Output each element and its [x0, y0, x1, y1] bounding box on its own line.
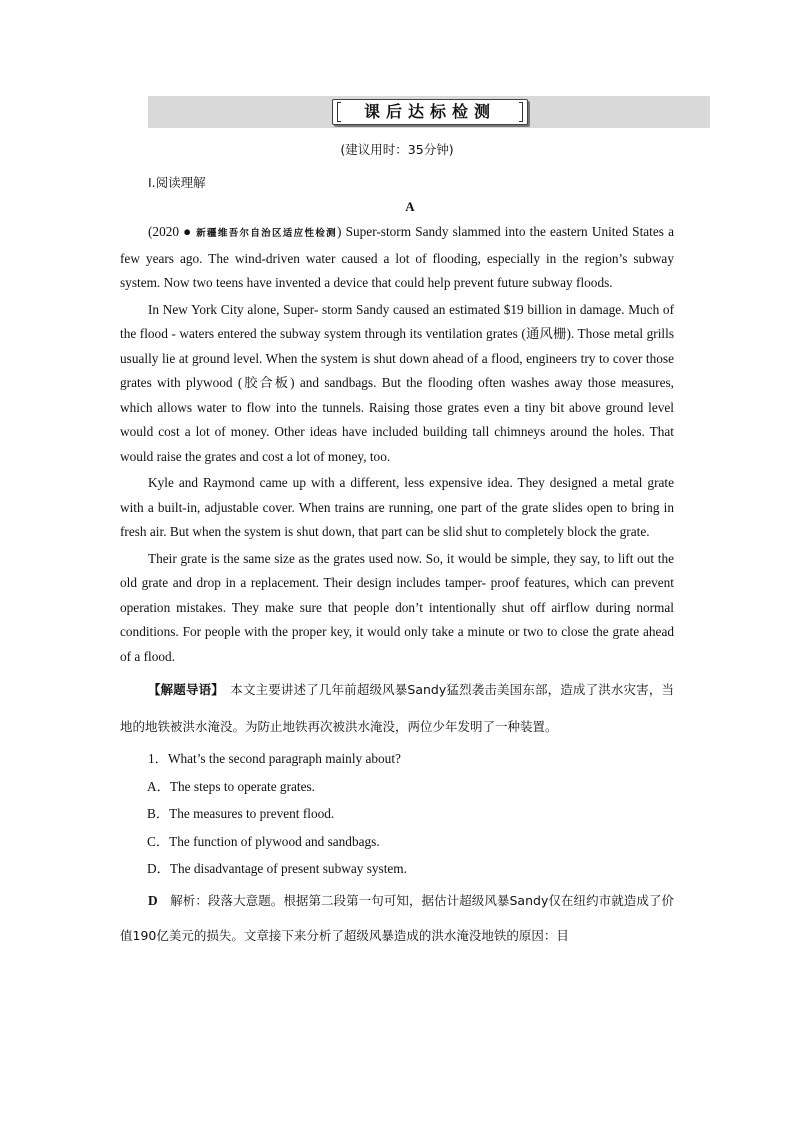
guide-tag: 【解题导语】: [148, 682, 218, 697]
title-banner: [148, 96, 710, 128]
reading-guide: [120, 671, 674, 745]
passage-paragraph-4: Their grate is the same size as the grates used now. So, it would be simple, they say, to lift out the old grate and drop in a replacement. Their design includes tamper- proof features, which can prevent operation mistakes. They make sure that people don’t intentionally shut off airflow during normal conditions. For people with the proper key, it would only take a minute or two to close the grate ahead of a flood.: [120, 550, 674, 664]
section-heading: Ⅰ.阅读理解: [148, 175, 206, 190]
banner-title: 课后达标检测: [332, 99, 528, 125]
analysis: [120, 883, 674, 953]
document-body: [120, 220, 674, 953]
option-b: B．The measures to prevent flood.: [147, 806, 335, 821]
source-name: 新疆维吾尔自治区适应性检测: [196, 228, 338, 239]
source-prefix: (2020 ●: [148, 224, 197, 239]
option-c: C．The function of plywood and sandbags.: [147, 833, 380, 849]
paragraph-1-text: Super-storm Sandy slammed into the eastern United States a few years ago. The wind-driven water caused a lot of flooding, especially in the region’s subway system. Now two teens have invented a device that could help prevent future subway floods.: [120, 224, 675, 290]
passage-paragraph-1: [120, 220, 674, 296]
passage-paragraph-3: Kyle and Raymond came up with a different, less expensive idea. They designed a metal grate with a built-in, adjustable cover. When trains are running, one part of the grate slides open to bring in fresh air. But when the system is shut down, that part can be slid shut to completely block the grate.: [120, 475, 674, 539]
option-d: D．The disadvantage of present subway system.: [147, 861, 407, 876]
analysis-text: 解析：段落大意题。根据第二段第一句可知，据估计超级风暴Sandy仅在纽约市就造成了价值190亿美元的损失。文章接下来分析了超级风暴造成的洪水淹没地铁的原因：目: [120, 892, 674, 943]
source-suffix: ): [337, 224, 342, 239]
answer-letter: D: [148, 892, 158, 908]
suggested-time: (建议用时：35分钟): [340, 142, 454, 157]
option-a: A．The steps to operate grates.: [147, 778, 316, 794]
passage-paragraph-2: In New York City alone, Super- storm Sandy caused an estimated $19 billion in damage. Much of the flood - waters entered the subway system through its ventilation grates (通风栅). Those metal grills usually lie at ground level. When the system is shut down ahead of a flood, engineers try to cover those grates with plywood (胶合板) and sandbags. But the flooding often washes away those measures, which allows water to flow into the tunnels. Raising those grates even a tiny bit above ground level would cost a lot of money. Other ideas have included building tall chimneys around the holes. That would raise the grates and cost a lot of money, too.: [120, 301, 674, 464]
passage-letter: A: [405, 199, 415, 214]
guide-text: 本文主要讲述了几年前超级风暴Sandy猛烈袭击美国东部，造成了洪水灾害，当地的地铁被洪水淹没。为防止地铁再次被洪水淹没，两位少年发明了一种装置。: [120, 682, 674, 734]
question-stem: 1．What’s the second paragraph mainly about?: [148, 751, 401, 766]
